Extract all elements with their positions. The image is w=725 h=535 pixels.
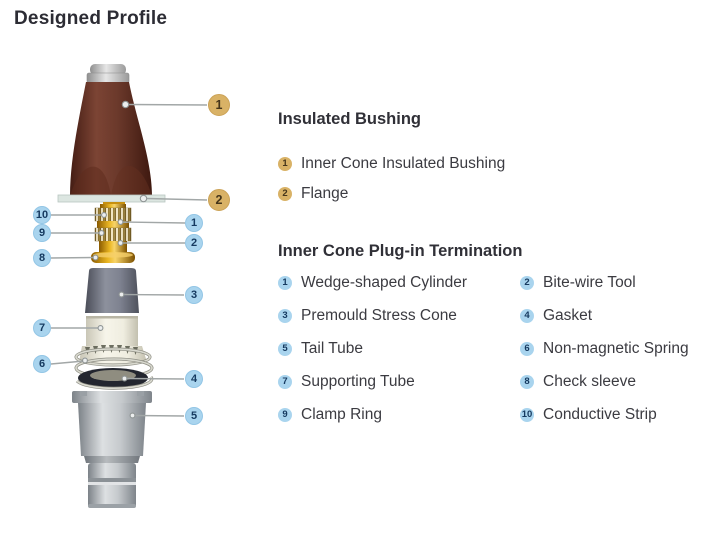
legend-item-label: Conductive Strip	[543, 405, 657, 423]
insulated-bushing-heading: Insulated Bushing	[278, 110, 422, 128]
callout-tail-5: 5	[185, 407, 203, 425]
item-number-badge: 3	[278, 309, 292, 323]
legend-item-label: Non-magnetic Spring	[543, 339, 689, 357]
item-number-badge: 5	[278, 342, 292, 356]
callout-cylinder-1: 1	[185, 214, 203, 232]
legend-item-label: Wedge-shaped Cylinder	[301, 273, 468, 291]
legend-item	[278, 184, 724, 203]
exploded-view-illustration	[0, 50, 250, 535]
legend-item	[278, 339, 520, 358]
legend-item-label: Check sleeve	[543, 372, 637, 390]
page-title: Designed Profile	[14, 8, 168, 29]
item-number-badge: 2	[520, 276, 534, 290]
legend-item	[520, 372, 724, 391]
item-number-badge: 10	[521, 408, 533, 420]
callout-bushing-1: 1	[208, 94, 230, 116]
termination-heading: Inner Cone Plug-in Termination	[278, 242, 523, 260]
insulated-bushing-items	[278, 154, 724, 203]
legend-item-label: Flange	[301, 184, 349, 202]
item-number-badge: 1	[278, 276, 292, 290]
stress-cone-part	[85, 268, 139, 313]
legend-item	[278, 273, 520, 292]
tail-tube-part	[72, 391, 152, 508]
legend-item-label: Tail Tube	[301, 339, 364, 357]
item-number-badge: 8	[520, 375, 534, 389]
item-number-badge: 7	[278, 375, 292, 389]
legend-panel	[278, 109, 724, 424]
legend-item-label: Gasket	[543, 306, 593, 324]
termination-items	[278, 273, 724, 424]
item-number-badge: 9	[278, 408, 292, 422]
legend-item	[278, 154, 724, 173]
callout-strip-10: 10	[33, 206, 51, 224]
legend-item	[520, 405, 724, 424]
legend-item-label: Supporting Tube	[301, 372, 415, 390]
legend-item	[520, 273, 724, 292]
legend-item	[278, 405, 520, 424]
item-number-badge: 4	[520, 309, 534, 323]
legend-item-label: Clamp Ring	[301, 405, 382, 423]
callout-spring-6: 6	[33, 355, 51, 373]
item-number-badge: 1	[278, 157, 292, 171]
legend-item-label: Bite-wire Tool	[543, 273, 636, 291]
item-number-badge: 2	[278, 187, 292, 201]
legend-item	[278, 306, 520, 325]
callout-flange-2: 2	[208, 189, 230, 211]
callout-gasket-4: 4	[185, 370, 203, 388]
callout-clamp-9: 9	[33, 224, 51, 242]
callout-sleeve-8: 8	[33, 249, 51, 267]
item-number-badge: 6	[520, 342, 534, 356]
callout-cone-3: 3	[185, 286, 203, 304]
legend-item	[520, 306, 724, 325]
legend-item-label: Inner Cone Insulated Bushing	[301, 154, 506, 172]
legend-item-label: Premould Stress Cone	[301, 306, 457, 324]
legend-item	[278, 372, 520, 391]
legend-item	[520, 339, 724, 358]
callout-tube-7: 7	[33, 319, 51, 337]
insulated-bushing-part	[70, 64, 152, 196]
callout-tool-2: 2	[185, 234, 203, 252]
